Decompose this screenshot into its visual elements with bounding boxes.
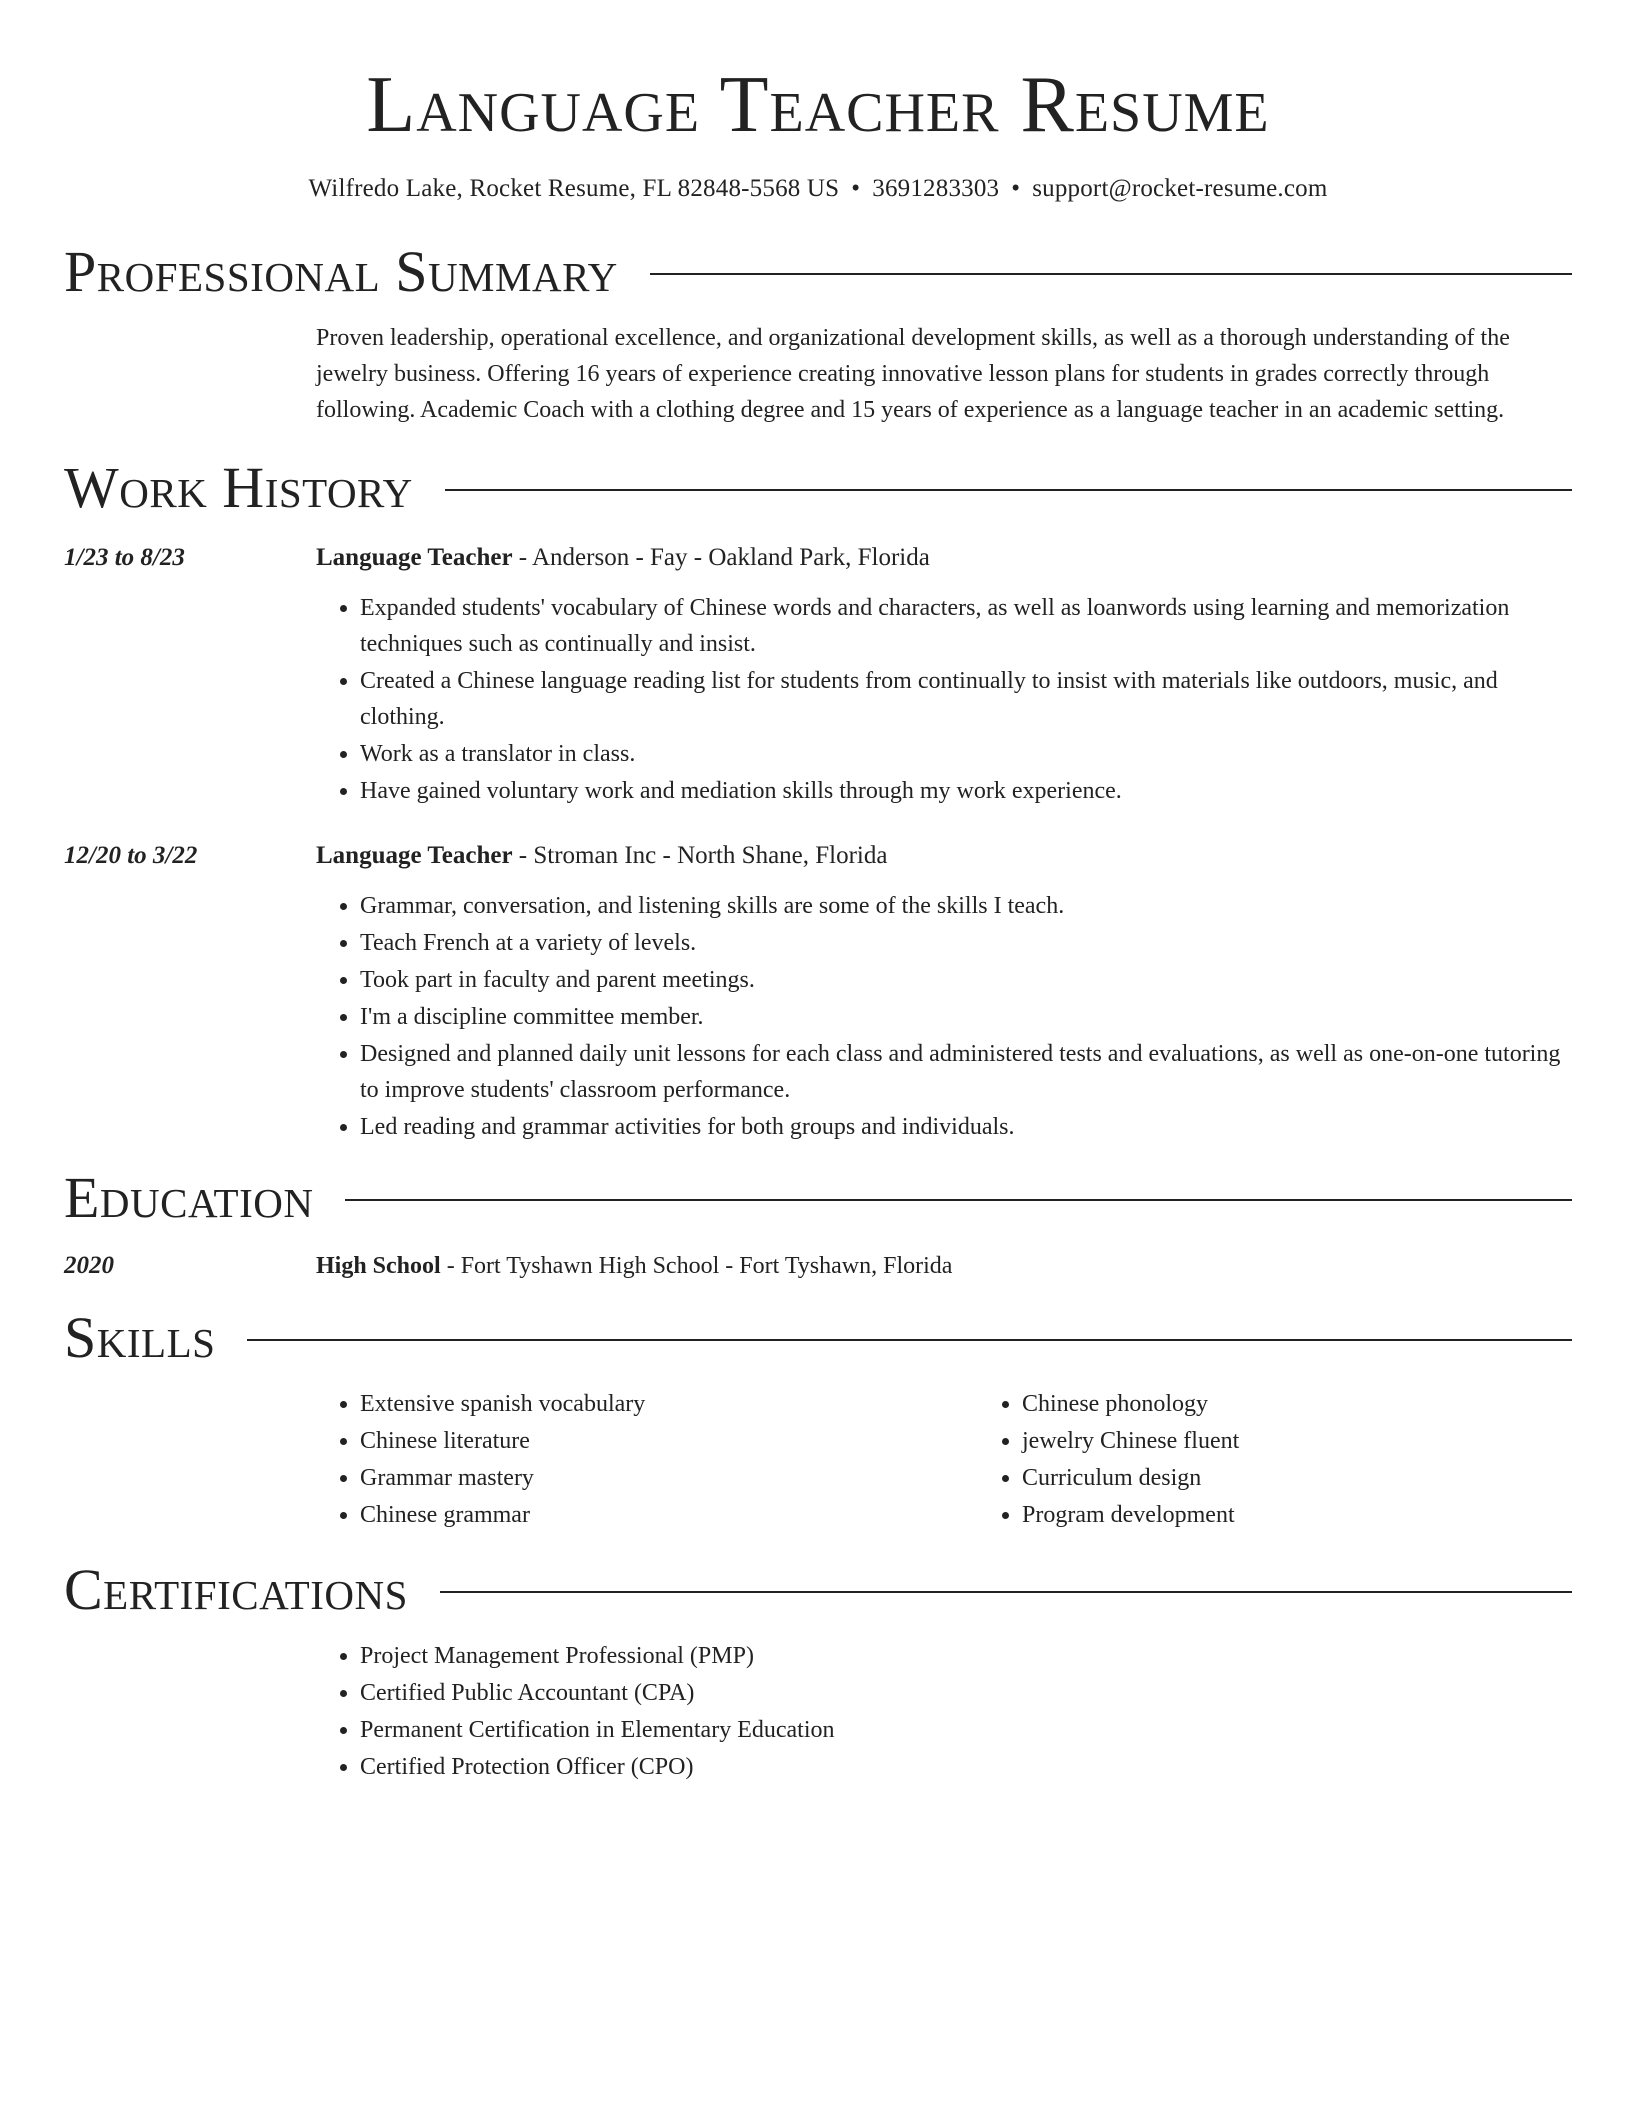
list-item: • Grammar, conversation, and listening skills are some of the skills I teach.	[360, 888, 1572, 924]
section-divider	[345, 1199, 1572, 1201]
skills-column-2	[978, 1386, 1632, 1534]
list-item: • I'm a discipline committee member.	[360, 999, 1572, 1035]
list-item: • Teach French at a variety of levels.	[360, 925, 1572, 961]
list-item: • Curriculum design	[1022, 1460, 1632, 1496]
job-entry	[64, 838, 1572, 1146]
resume-page	[64, 0, 1572, 1786]
summary-row	[64, 320, 1572, 428]
section-title-summary: Professional Summary	[64, 239, 618, 304]
list-item: • Expanded students' vocabulary of Chinese words and characters, as well as loanwords using learning and memorization techniques such as continually and insist.	[360, 590, 1572, 662]
education-year: 2020	[64, 1252, 114, 1279]
section-header-work-history	[64, 456, 1572, 520]
list-item: • Certified Protection Officer (CPO)	[360, 1749, 1572, 1785]
section-divider	[440, 1591, 1572, 1593]
list-item: • Certified Public Accountant (CPA)	[360, 1675, 1572, 1711]
contact-line	[64, 172, 1572, 206]
list-item: • Permanent Certification in Elementary Education	[360, 1712, 1572, 1748]
list-item: • Led reading and grammar activities for both groups and individuals.	[360, 1109, 1572, 1145]
job-details: - Anderson - Fay - Oakland Park, Florida	[512, 544, 930, 571]
skills-row	[64, 1386, 1572, 1534]
education-details: - Fort Tyshawn High School - Fort Tyshawn, Florida	[440, 1253, 953, 1279]
section-title-work-history: Work History	[64, 455, 413, 520]
job-dates: 12/20 to 3/22	[64, 842, 198, 869]
list-item: • Extensive spanish vocabulary	[360, 1386, 978, 1422]
section-title-skills: Skills	[64, 1305, 216, 1370]
job-bullets	[316, 590, 1572, 809]
list-item: • Work as a translator in class.	[360, 736, 1572, 772]
job-title: Language Teacher	[316, 544, 513, 571]
section-title-certifications: Certifications	[64, 1557, 408, 1622]
section-divider	[650, 273, 1572, 275]
list-item: • Chinese grammar	[360, 1497, 978, 1533]
contact-email: support@rocket-resume.com	[1032, 175, 1328, 202]
contact-separator: •	[1011, 175, 1021, 202]
list-item: • jewelry Chinese fluent	[1022, 1423, 1632, 1459]
job-heading	[316, 838, 1572, 874]
list-item: • Have gained voluntary work and mediation skills through my work experience.	[360, 773, 1572, 809]
job-dates: 1/23 to 8/23	[64, 544, 185, 571]
section-header-education	[64, 1166, 1572, 1230]
list-item: • Designed and planned daily unit lessons for each class and administered tests and evaluations, as well as one-on-one tutoring to improve students' classroom performance.	[360, 1036, 1572, 1108]
section-divider	[247, 1339, 1572, 1341]
job-heading	[316, 540, 1572, 576]
contact-separator: •	[851, 175, 861, 202]
education-degree: High School	[316, 1253, 441, 1279]
list-item: • Chinese literature	[360, 1423, 978, 1459]
contact-address: Wilfredo Lake, Rocket Resume, FL 82848-5568 US	[308, 175, 840, 202]
list-item: • Grammar mastery	[360, 1460, 978, 1496]
section-header-summary	[64, 240, 1572, 304]
job-bullets	[316, 888, 1572, 1145]
job-title: Language Teacher	[316, 842, 513, 869]
list-item: • Program development	[1022, 1497, 1632, 1533]
skills-column-1	[316, 1386, 978, 1534]
job-details: - Stroman Inc - North Shane, Florida	[512, 842, 888, 869]
list-item: • Chinese phonology	[1022, 1386, 1632, 1422]
list-item: • Took part in faculty and parent meetings.	[360, 962, 1572, 998]
contact-phone: 3691283303	[872, 175, 1000, 202]
resume-title: Language Teacher Resume	[366, 61, 1270, 149]
section-header-skills	[64, 1306, 1572, 1370]
list-item: • Created a Chinese language reading list for students from continually to insist with materials like outdoors, music, and clothing.	[360, 663, 1572, 735]
section-title-education: Education	[64, 1165, 314, 1230]
section-header-certifications	[64, 1558, 1572, 1622]
list-item: • Project Management Professional (PMP)	[360, 1638, 1572, 1674]
certifications-list	[316, 1638, 1572, 1785]
summary-text: Proven leadership, operational excellence, and organizational development skills, as well as a thorough understanding of the jewelry business. Offering 16 years of experience creating innovative lesson plans for students in grades correctly through following. Academic Coach with a clothing degree and 15 years of experience as a language teacher in an academic setting.	[316, 325, 1510, 423]
certifications-row	[64, 1638, 1572, 1786]
section-divider	[445, 489, 1572, 491]
job-entry	[64, 540, 1572, 810]
skills-grid	[316, 1386, 1632, 1534]
education-entry	[64, 1248, 1572, 1284]
